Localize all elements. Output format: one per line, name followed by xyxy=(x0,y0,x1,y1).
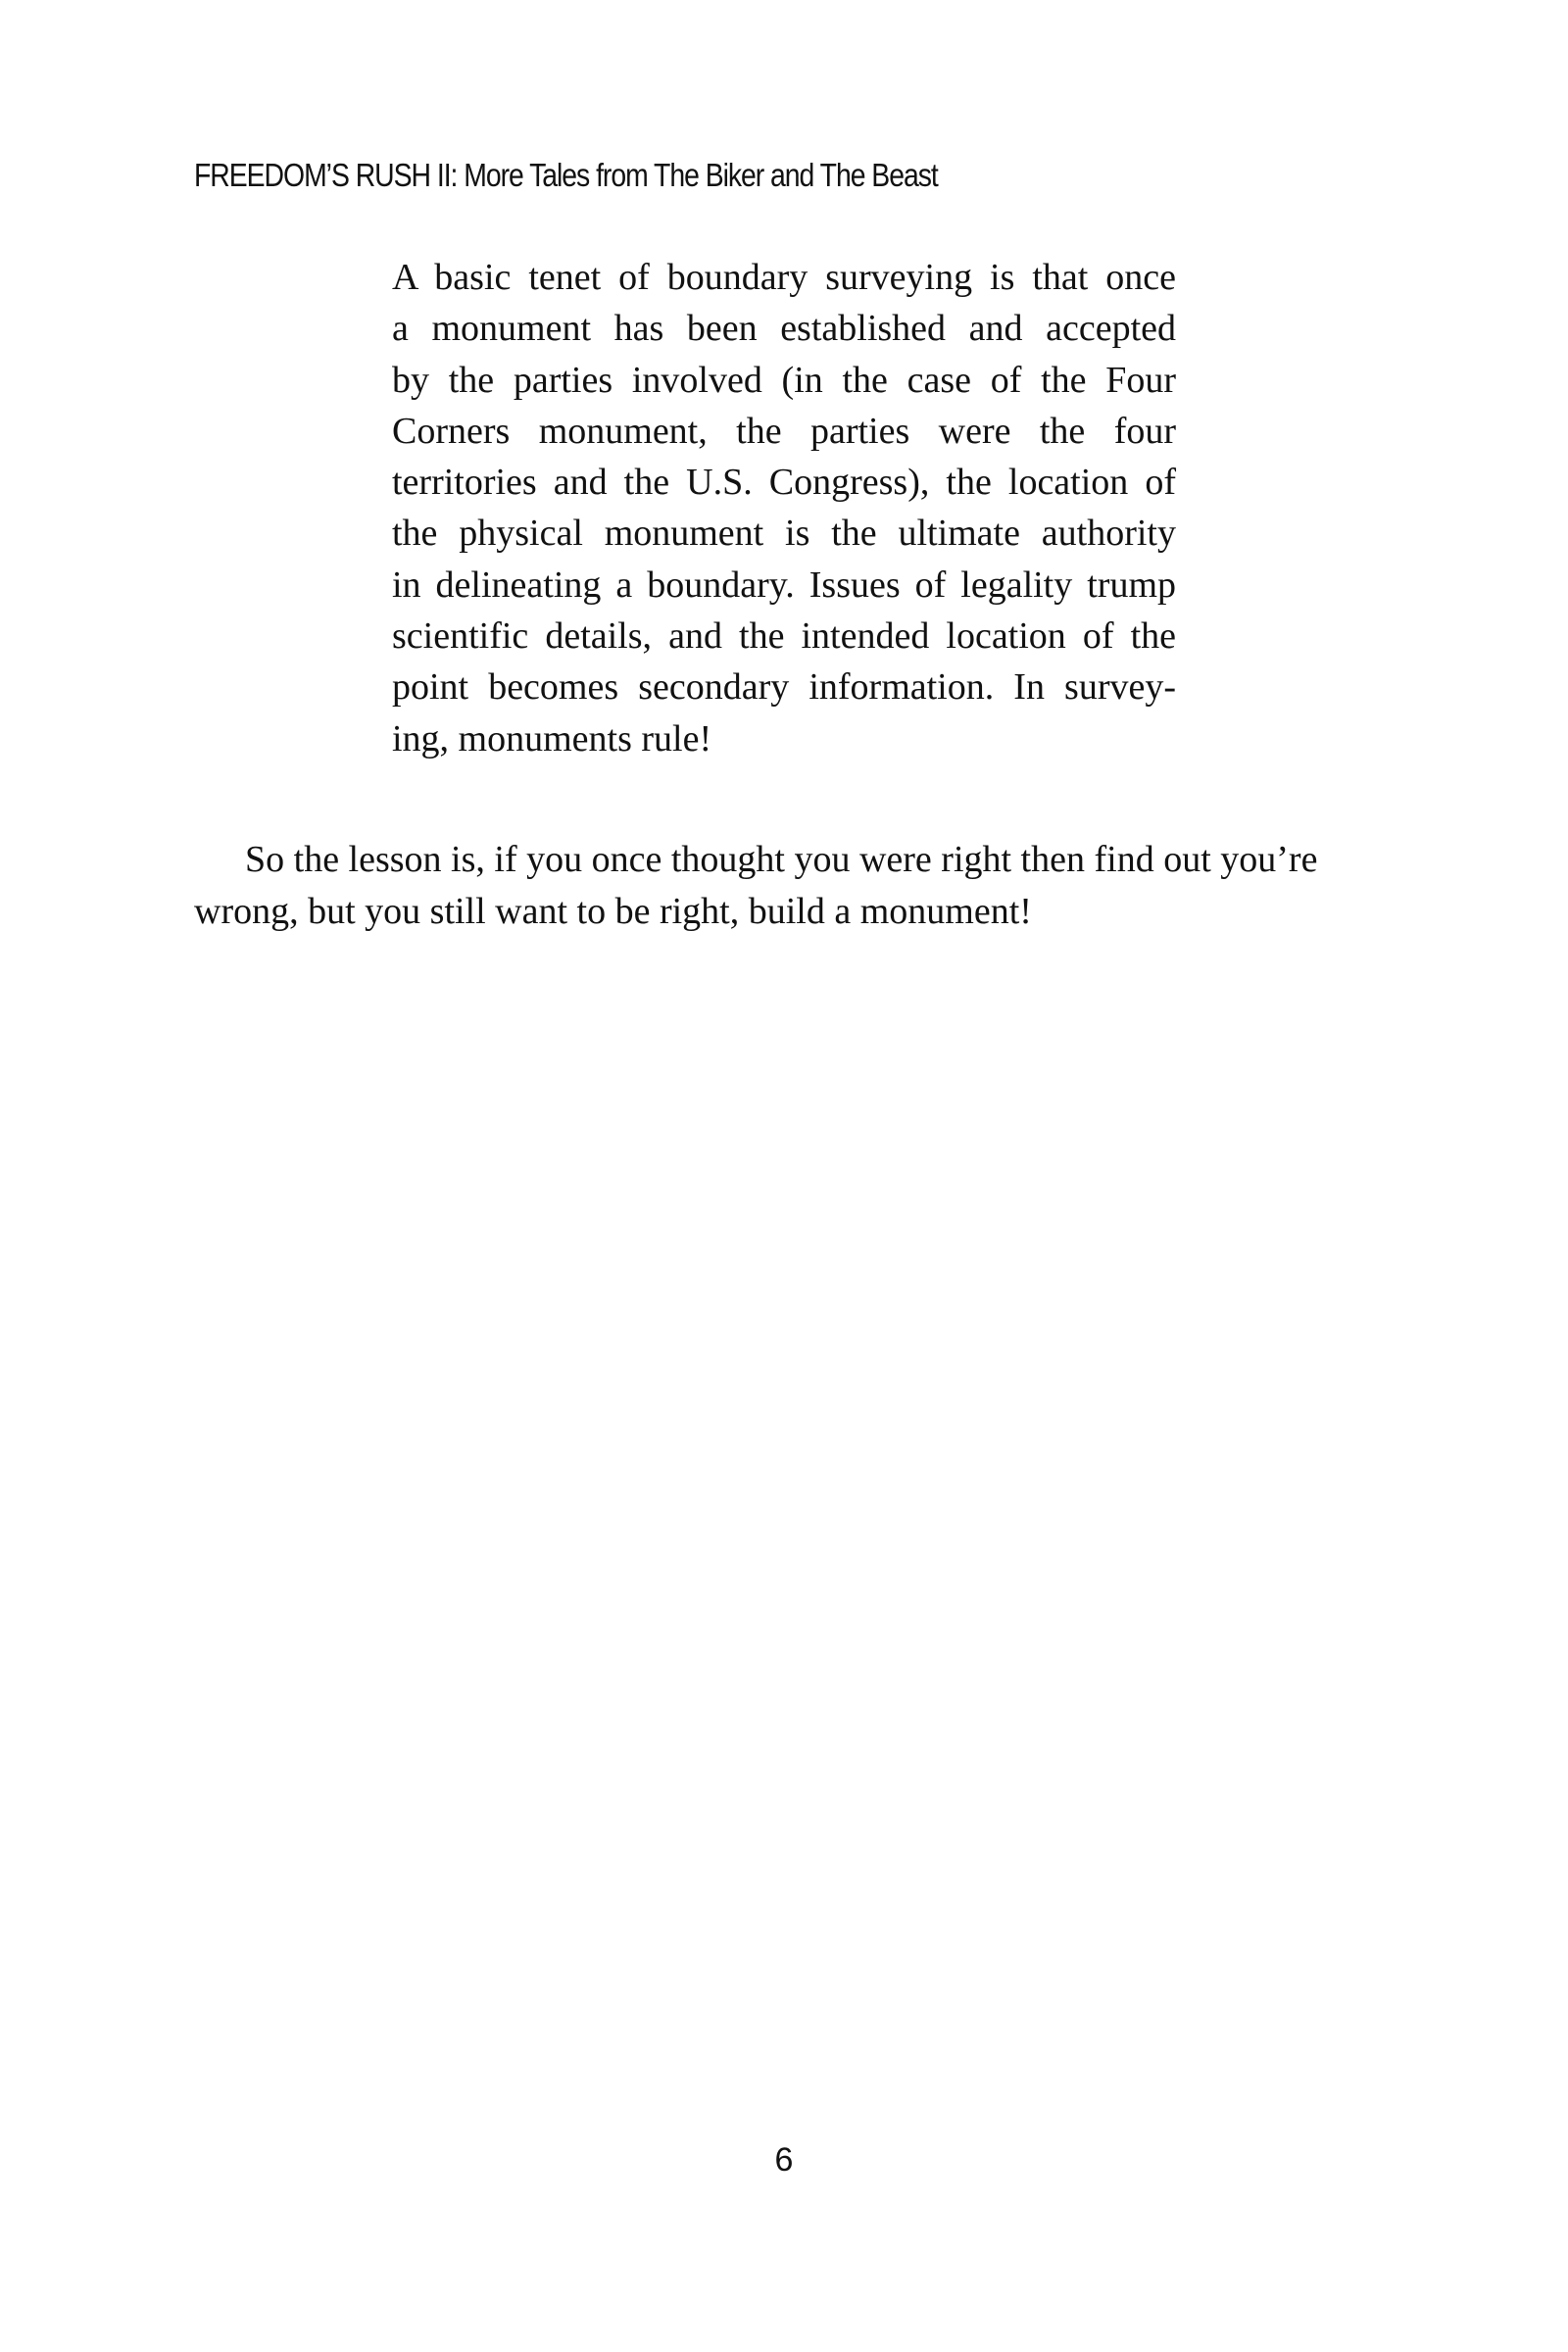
running-head: FREEDOM’S RUSH II: More Tales from The Biker and The Beast xyxy=(194,157,938,193)
block-quote-line: Corners monument, the parties were the four xyxy=(392,410,1176,452)
body-paragraph xyxy=(194,834,1374,937)
block-quote-line: in delineating a boundary. Issues of legality trump xyxy=(392,564,1176,606)
block-quote xyxy=(392,252,1176,764)
block-quote-line: scientific details, and the intended location of the xyxy=(392,615,1176,658)
paragraph-line: So the lesson is, if you once thought you were right then find out you’re xyxy=(245,839,1318,880)
page-number: 6 xyxy=(774,2141,794,2179)
block-quote-line: the physical monument is the ultimate authority xyxy=(392,513,1176,555)
block-quote-line: territories and the U.S. Congress), the location of xyxy=(392,462,1176,504)
block-quote-line: ing, monuments rule! xyxy=(392,717,712,760)
paragraph-line: wrong, but you still want to be right, build a monument! xyxy=(194,890,1032,932)
block-quote-line: A basic tenet of boundary surveying is that once xyxy=(392,257,1176,298)
block-quote-line: by the parties involved (in the case of the Four xyxy=(392,359,1176,401)
block-quote-line: point becomes secondary information. In survey- xyxy=(392,666,1176,709)
block-quote-line: a monument has been established and accepted xyxy=(392,308,1176,350)
